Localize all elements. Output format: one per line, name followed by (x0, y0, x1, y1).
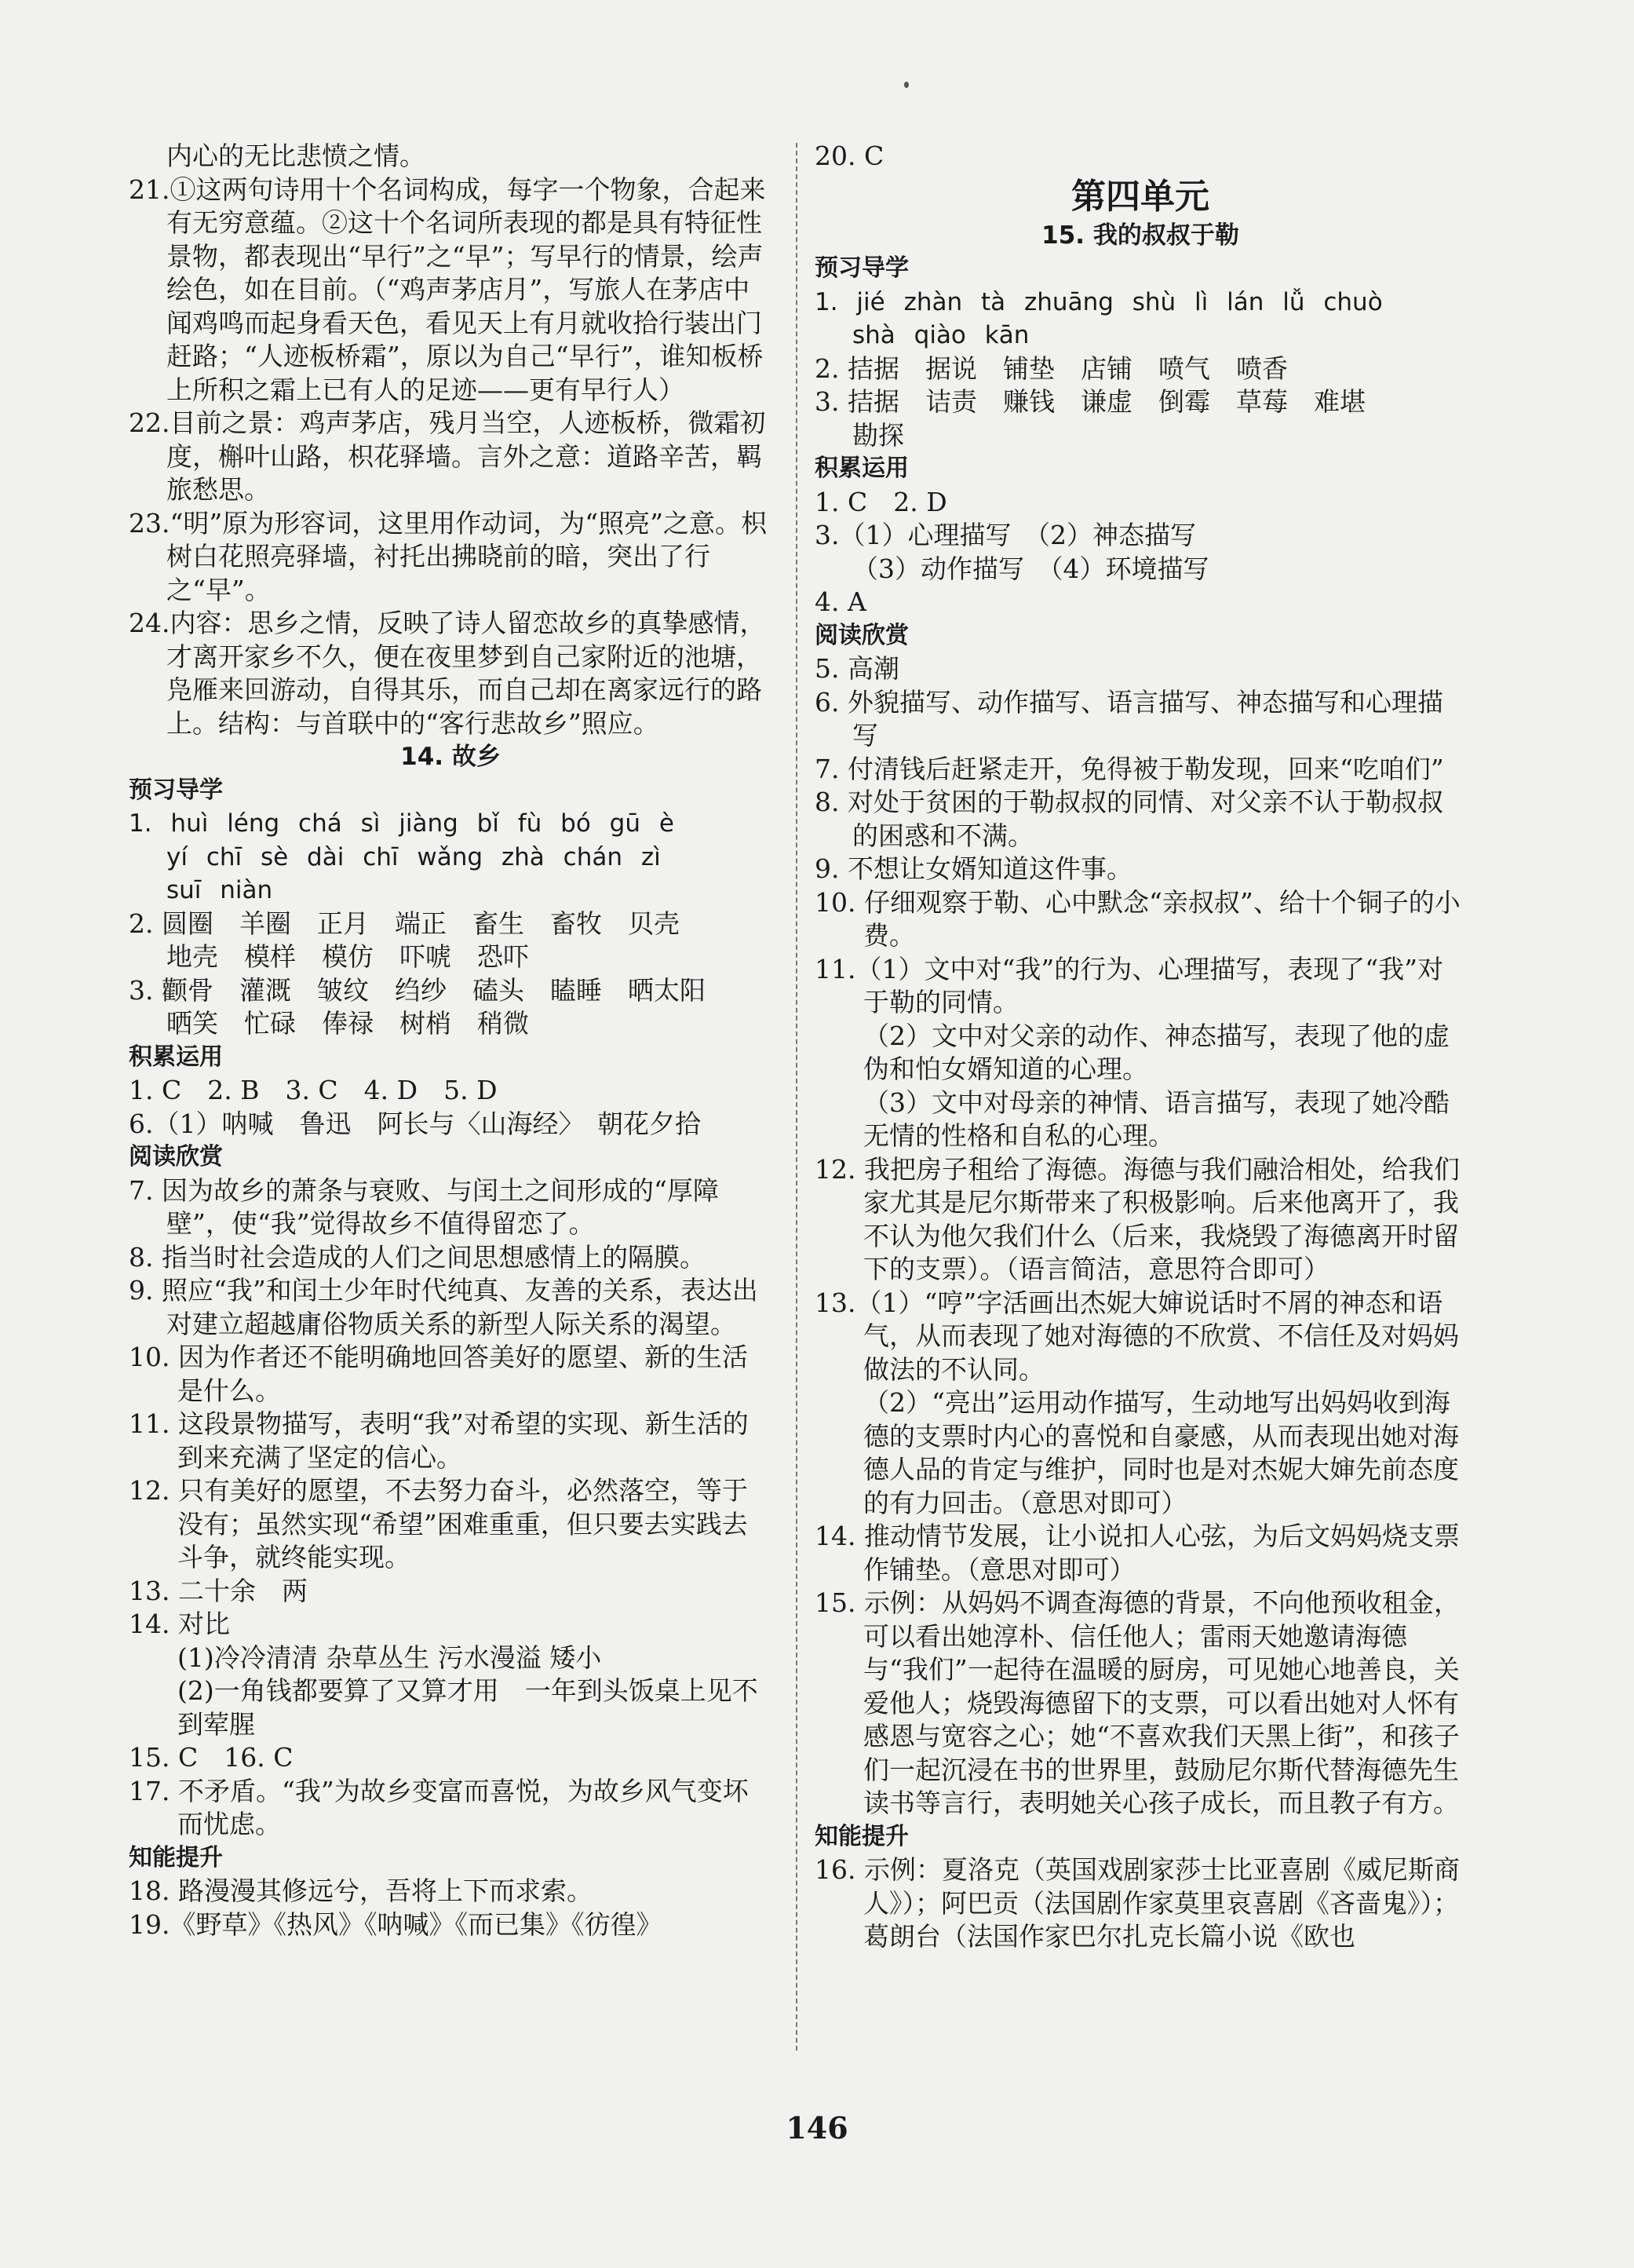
section-heading: 预习导学 (129, 776, 223, 804)
lesson-title: 第四单元 (1071, 176, 1209, 217)
answer-line: 20. C (815, 141, 884, 171)
answer-line: 10. 因为作者还不能明确地回答美好的愿望、新的生活是什么。 (129, 1342, 748, 1406)
answer-line: （2）文中对父亲的动作、神态描写，表现了他的虚伪和怕女婿知道的心理。 (863, 1020, 1450, 1084)
answer-line: 勘探 (852, 419, 904, 451)
answer-line: 18. 路漫漫其修远兮，吾将上下而求索。 (129, 1875, 593, 1906)
answer-line: 地壳 模样 模仿 吓唬 恐吓 (166, 941, 529, 972)
section-heading: 知能提升 (815, 1822, 909, 1850)
answer-line: 1. jié zhàn tà zhuāng shù lì lán lǚ chuò (815, 287, 1383, 316)
answer-line: 12. 只有美好的愿望，不去努力奋斗，必然落空，等于没有；虽然实现“希望”困难重重，但只要去实践去斗争，就终能实现。 (129, 1475, 748, 1572)
answer-line: 11. 这段景物描写，表明“我”对希望的实现、新生活的到来充满了坚定的信心。 (129, 1408, 749, 1473)
answer-line: shà qiào kān (852, 321, 1030, 349)
answer-line: 13.（1）“哼”字活画出杰妮大婶说话时不屑的神态和语气，从而表现了她对海德的不欣赏、不信任及对妈妈做法的不认同。 (815, 1287, 1459, 1385)
section-heading: 阅读欣赏 (129, 1143, 223, 1171)
print-mark (904, 82, 909, 88)
answer-line: （2）“亮出”运用动作描写，生动地写出妈妈收到海德的支票时内心的喜悦和自豪感，从而表现出她对海德人品的肯定与维护，同时也是对杰妮大婶先前态度的有力回击。（意思对即可） (863, 1387, 1459, 1518)
answer-line: 17. 不矛盾。“我”为故乡变富而喜悦，为故乡风气变坏而忧虑。 (129, 1775, 749, 1839)
answer-line: 15. 示例：从妈妈不调查海德的背景，不向他预收租金，可以看出她淳朴、信任他人；雷雨天她邀请海德与“我们”一起待在温暖的厨房，可见她心地善良，关爱他人；烧毁海德留下的支票，可以看出她对人怀有感恩与宽容之心；她“不喜欢我们天黑上街”，和孩子们一起沉浸在书的世界里，鼓励尼尔斯代替海德先生读书等言行，表明她关心孩子成长，而且教子有方。 (815, 1587, 1460, 1818)
section-heading: 知能提升 (129, 1843, 223, 1872)
lesson-title: 15. 我的叔叔于勒 (1041, 221, 1239, 250)
answer-line: 2. 拮据 据说 铺垫 店铺 喷气 喷香 (815, 352, 1288, 384)
page-number: 146 (786, 2110, 848, 2146)
answer-line: （3）文中对母亲的神情、语言描写，表现了她冷酷无情的性格和自私的心理。 (863, 1087, 1450, 1151)
answer-line: 3. 颧骨 灌溉 皱纹 绉纱 磕头 瞌睡 晒太阳 (129, 974, 706, 1006)
answer-line: 24.内容：思乡之情，反映了诗人留恋故乡的真挚感情，才离开家乡不久，便在夜里梦到自己家附近的池塘，凫雁来回游动，自得其乐，而自己却在离家远行的路上。结构：与首联中的“客行悲故乡”照应。 (129, 608, 766, 739)
answer-line: yí chī sè dài chī wǎng zhà chán zì (166, 842, 661, 871)
answer-line: 23.“明”原为形容词，这里用作动词，为“照亮”之意。枳树白花照亮驿墙，衬托出拂晓前的暗，突出了行之“早”。 (129, 507, 767, 605)
answer-line: 22.目前之景：鸡声茅店，残月当空，人迹板桥，微霜初度，槲叶山路，枳花驿墙。言外之意：道路辛苦，羁旅愁思。 (129, 407, 766, 505)
answer-line: 10. 仔细观察于勒、心中默念“亲叔叔”、给十个铜子的小费。 (815, 886, 1461, 951)
answer-line: 1. C 2. B 3. C 4. D 5. D (129, 1075, 498, 1105)
answer-line: 12. 我把房子租给了海德。海德与我们融洽相处，给我们家尤其是尼尔斯带来了积极影响。后来他离开了，我不认为他欠我们什么（后来，我烧毁了海德离开时留下的支票）。（语言简洁，意思符合即可） (815, 1153, 1460, 1284)
section-heading: 预习导学 (815, 254, 909, 282)
section-heading: 积累运用 (129, 1043, 223, 1071)
answer-line: 7. 付清钱后赶紧走开，免得被于勒发现，回来“吃咱们” (815, 753, 1444, 784)
answer-line: 13. 二十余 两 (129, 1575, 308, 1606)
answer-line: 4. A (815, 586, 866, 617)
answer-line: 3. 拮据 诘责 赚钱 谦虚 倒霉 草莓 难堪 (815, 386, 1366, 417)
answer-line: 11.（1）文中对“我”的行为、心理描写，表现了“我”对于勒的同情。 (815, 953, 1443, 1017)
answer-line: 6. 外貌描写、动作描写、语言描写、神态描写和心理描写 (815, 686, 1443, 751)
answer-line: 9. 照应“我”和闰土少年时代纯真、友善的关系，表达出对建立超越庸俗物质关系的新型人际关系的渴望。 (129, 1275, 758, 1339)
answer-line: (1)冷冷清清 杂草丛生 污水漫溢 矮小 (177, 1642, 602, 1673)
answer-line: 8. 指当时社会造成的人们之间思想感情上的隔膜。 (129, 1241, 706, 1273)
answer-line: 1. huì léng chá sì jiàng bǐ fù bó gū è (129, 809, 674, 838)
left-column (129, 140, 772, 1941)
answer-line: 1. C 2. D (815, 486, 947, 517)
answer-line: 内心的无比悲愤之情。 (166, 141, 425, 171)
answer-line: 5. 高潮 (815, 653, 899, 684)
answer-line: 2. 圆圈 羊圈 正月 端正 畜生 畜牧 贝壳 (129, 908, 680, 939)
answer-line: 14. 推动情节发展，让小说扣人心弦，为后文妈妈烧支票作铺垫。（意思对即可） (815, 1521, 1460, 1585)
answer-line: suī niàn (166, 876, 273, 904)
answer-line: 3.（1）心理描写 （2）神态描写 (815, 520, 1196, 550)
answer-line: 14. 对比 (129, 1609, 230, 1639)
answer-line: 9. 不想让女婿知道这件事。 (815, 853, 1132, 884)
section-heading: 阅读欣赏 (815, 621, 909, 649)
answer-line: 15. C 16. C (129, 1742, 294, 1773)
answer-line: 8. 对处于贫困的于勒叔叔的同情、对父亲不认于勒叔叔的困惑和不满。 (815, 787, 1443, 851)
answer-line: 晒笑 忙碌 俸禄 树梢 稍微 (166, 1008, 529, 1039)
answer-line: 19.《野草》《热风》《呐喊》《而已集》《彷徨》 (129, 1908, 662, 1940)
section-heading: 积累运用 (815, 455, 909, 482)
lesson-title: 14. 故乡 (400, 743, 501, 771)
answer-line: 7. 因为故乡的萧条与衰败、与闰土之间形成的“厚障壁”，使“我”觉得故乡不值得留恋了。 (129, 1174, 719, 1239)
column-divider (796, 143, 797, 2051)
answer-line: 21.①这两句诗用十个名词构成，每字一个物象，合起来有无穷意蕴。②这十个名词所表现的都是具有特征性景物，都表现出“早行”之“早”；写早行的情景，绘声绘色，如在目前。（“鸡声茅店月”，写旅人在茅店中闻鸡鸣而起身看天色，看见天上有月就收拾行装出门赶路；“人迹板桥霜”，原以为自己“早行”，谁知板桥上所积之霜上已有人的足迹——更有早行人） (129, 173, 766, 405)
right-column (815, 140, 1466, 1954)
answer-line: 16. 示例：夏洛克（英国戏剧家莎士比亚喜剧《威尼斯商人》）；阿巴贡（法国剧作家莫里哀喜剧《吝啬鬼》）；葛朗台（法国作家巴尔扎克长篇小说《欧也 (815, 1854, 1460, 1952)
answer-line: （3）动作描写 （4）环境描写 (852, 553, 1209, 584)
answer-line: 6.（1）呐喊 鲁迅 阿长与〈山海经〉 朝花夕拾 (129, 1108, 701, 1139)
answer-line: (2)一角钱都要算了又算才用 一年到头饭桌上见不到荤腥 (177, 1675, 758, 1740)
